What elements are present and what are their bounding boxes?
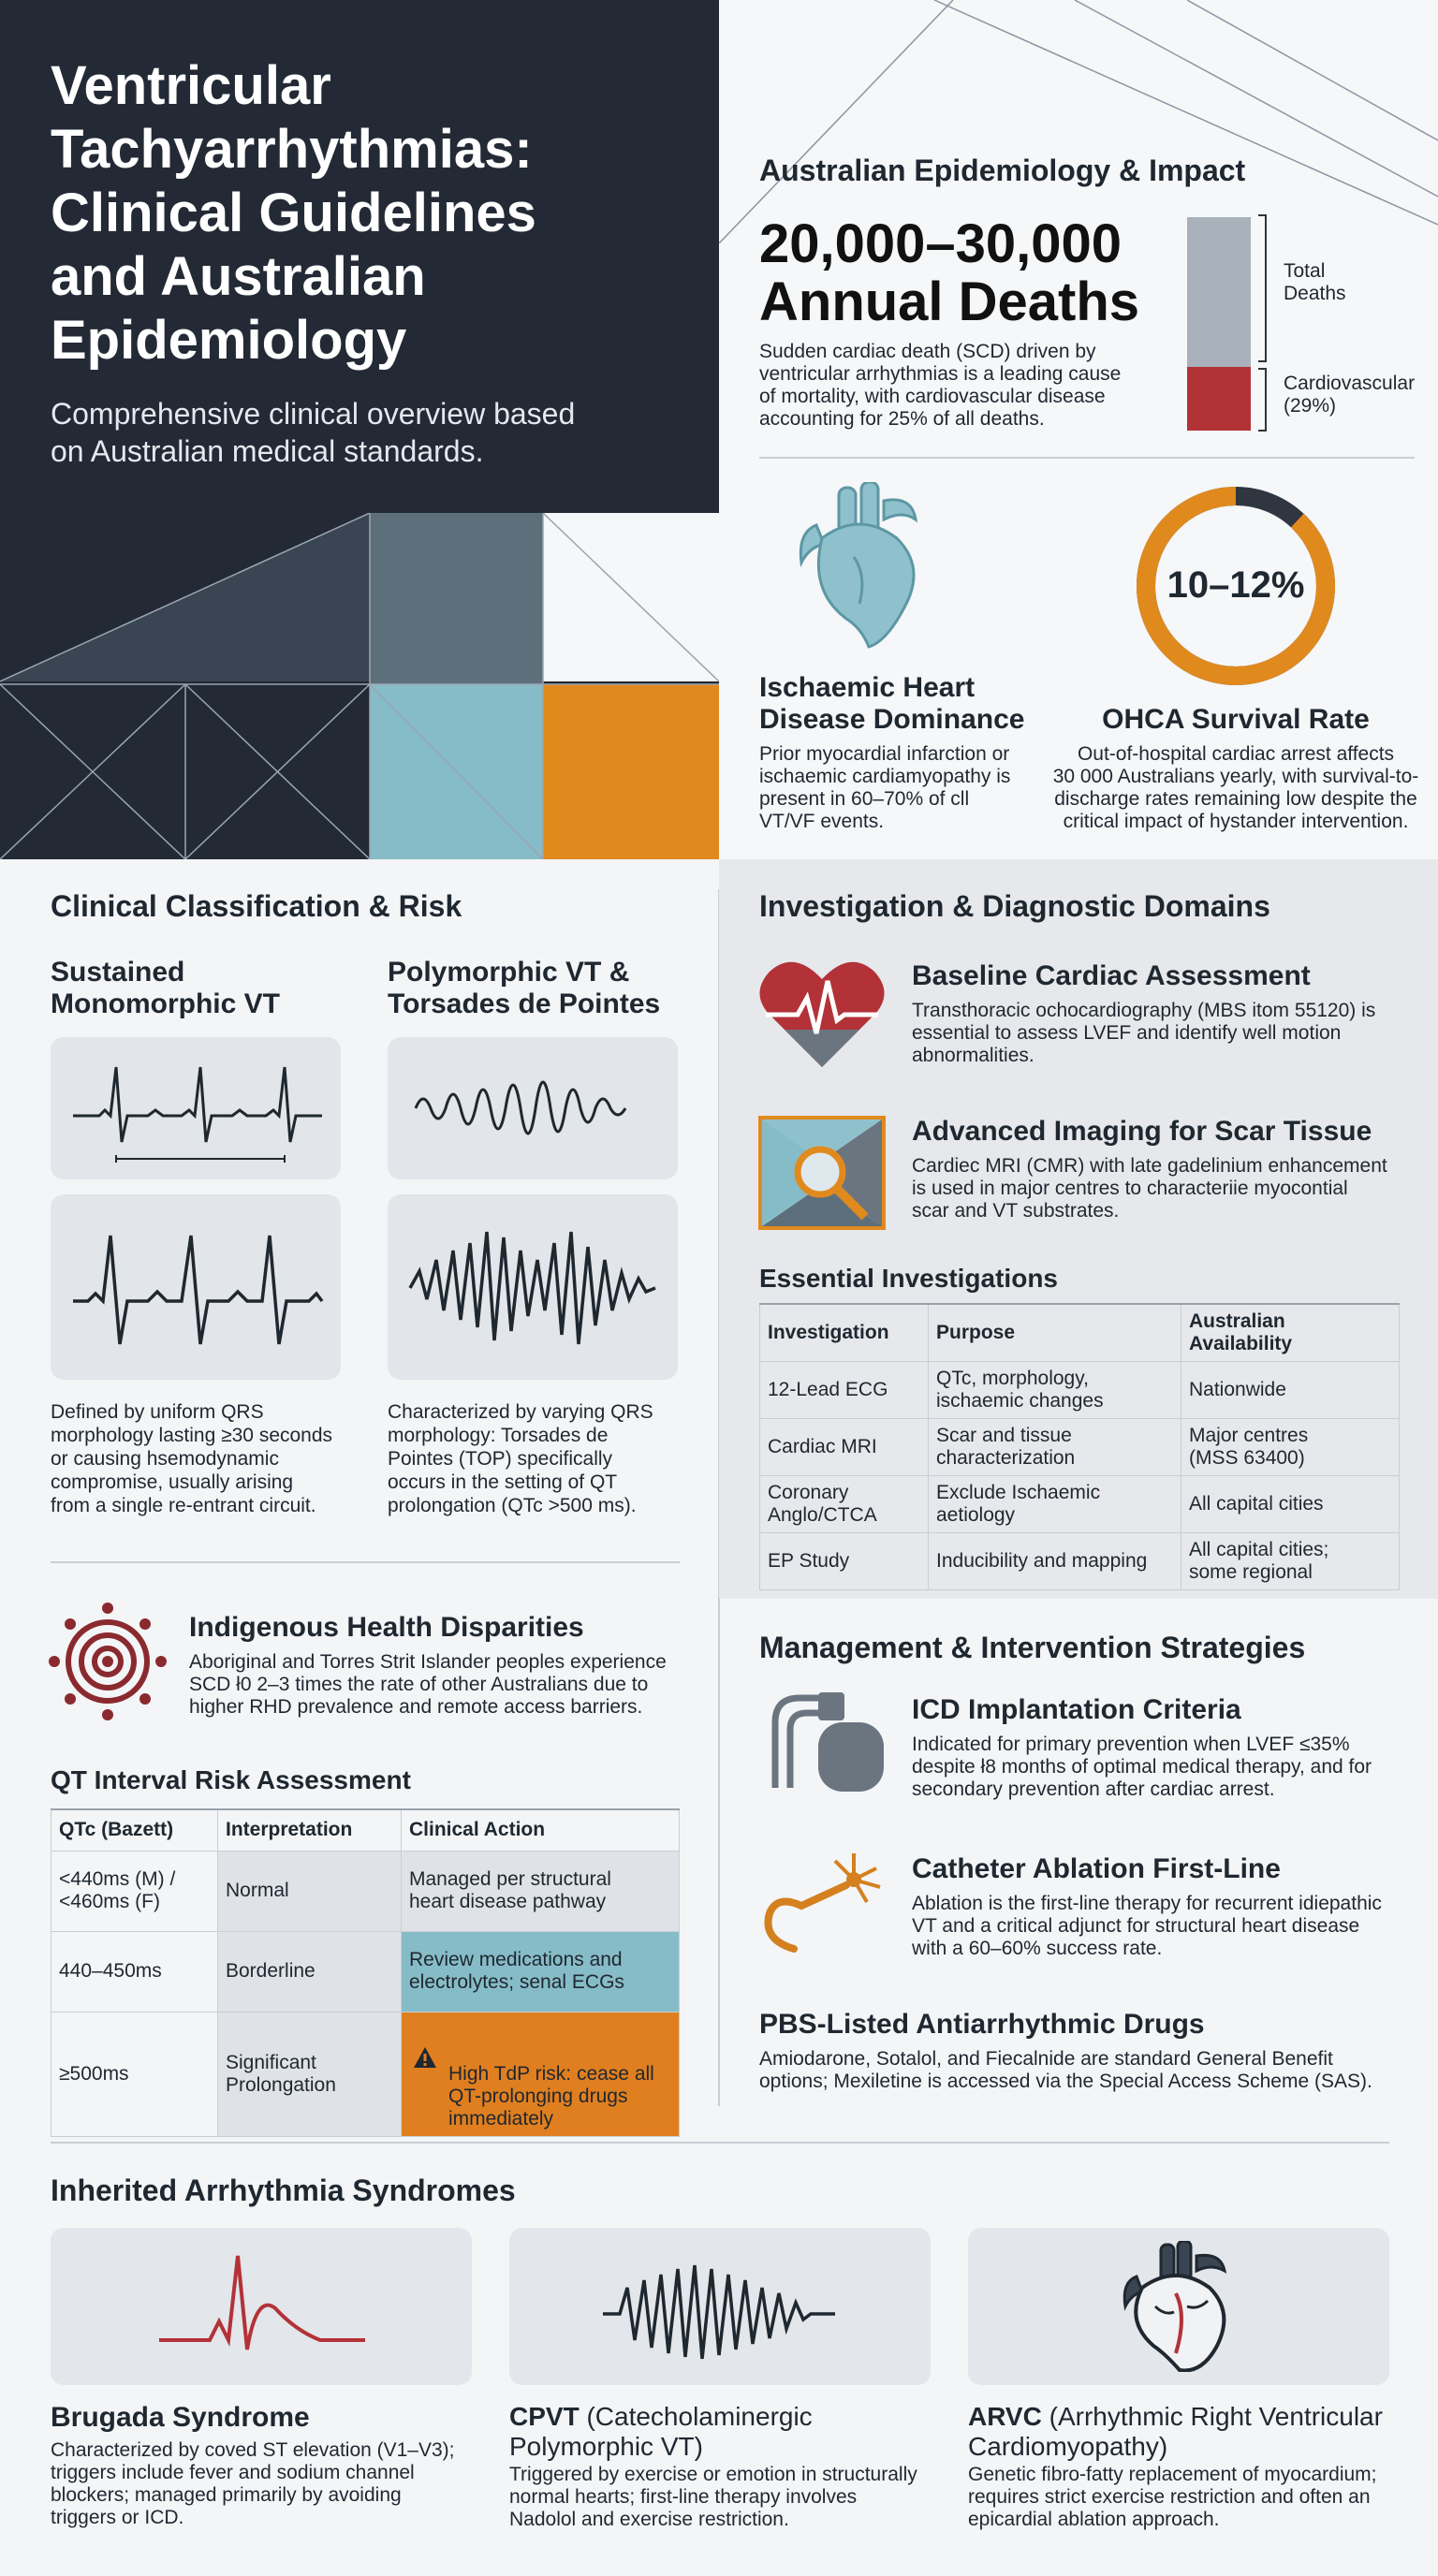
inv-cell: Inducibility and mapping bbox=[929, 1533, 1181, 1590]
qt-cell: Significant Prolongation bbox=[218, 2012, 402, 2136]
divider bbox=[51, 2142, 1389, 2144]
baseline-title: Baseline Cardiac Assessment bbox=[912, 960, 1311, 991]
qt-cell: ≥500ms bbox=[51, 2012, 218, 2136]
ablation-catheter-icon bbox=[756, 1846, 888, 1958]
qt-cell: Managed per structural heart disease pathway bbox=[402, 1851, 680, 1931]
inv-cell: Nationwide bbox=[1181, 1362, 1400, 1419]
scan-magnifier-icon bbox=[756, 1114, 888, 1232]
icd-description: Indicated for primary prevention when LVEF ≤35% despite ł8 months of optimal medical therapy, and for secondary prevention after cardiac arrest. bbox=[912, 1734, 1372, 1800]
divider bbox=[51, 1561, 680, 1563]
donut-value: 10–12% bbox=[1167, 564, 1305, 606]
cpvt-description: Triggered by exercise or emotion in structurally normal hearts; first-line therapy involves Nadolol and exercise restriction. bbox=[509, 2464, 917, 2530]
ischaemic-description: Prior myocardial infarction or ischaemic cardiamyopathy is present in 60–70% of cll VT/VF events. bbox=[759, 743, 1011, 832]
table-row bbox=[51, 1851, 680, 1931]
monomorphic-description: Defined by uniform QRS morphology lasting ≥30 seconds or causing hsemodynamic compromise, usually arising from a single re-entrant circuit. bbox=[51, 1401, 333, 1516]
heart-ecg-icon bbox=[756, 955, 888, 1069]
cpvt-card bbox=[509, 2228, 931, 2385]
pbs-title: PBS-Listed Antiarrhythmic Drugs bbox=[759, 2009, 1205, 2040]
indigenous-description: Aboriginal and Torres Strit Islander peoples experience SCD ł0 2–3 times the rate of other Australians due to higher RHD prevalence and remote access barriers. bbox=[189, 1651, 667, 1718]
heart-anatomy-icon bbox=[794, 482, 925, 651]
target-sun-icon bbox=[47, 1601, 169, 1722]
brugada-description: Characterized by coved ST elevation (V1–V3); triggers include fever and sodium channel blockers; managed primarily by avoiding triggers or ICD. bbox=[51, 2439, 455, 2528]
decorative-lines bbox=[719, 0, 1438, 243]
polymorphic-title: Polymorphic VT & Torsades de Pointes bbox=[388, 957, 661, 1019]
ablation-title: Catheter Ablation First-Line bbox=[912, 1853, 1281, 1884]
inv-cell: All capital cities bbox=[1181, 1476, 1400, 1533]
qt-cell-warning bbox=[402, 2012, 680, 2136]
investigations-heading: Essential Investigations bbox=[759, 1264, 1058, 1293]
annual-deaths-value: 20,000–30,000 Annual Deaths bbox=[759, 213, 1140, 332]
icd-device-icon bbox=[756, 1685, 888, 1797]
monomorphic-ecg-trace-zoom bbox=[51, 1194, 341, 1380]
brugada-card bbox=[51, 2228, 472, 2385]
annual-deaths-description: Sudden cardiac death (SCD) driven by ventricular arrhythmias is a leading cause of mortality, with cardiovascular disease accounting for 25% of all deaths. bbox=[759, 341, 1122, 430]
arvc-title bbox=[968, 2402, 1383, 2462]
investigations-table bbox=[759, 1303, 1400, 1590]
arvc-title-rest: (Arrhythmic Right Ventricular Cardiomyopathy) bbox=[968, 2402, 1383, 2461]
ablation-description: Ablation is the first-line therapy for recurrent idiepathic VT and a critical adjunct for structural heart disease with a 60–60% success rate. bbox=[912, 1893, 1382, 1959]
inv-cell: QTc, morphology, ischaemic changes bbox=[929, 1362, 1181, 1419]
qt-cell: Normal bbox=[218, 1851, 402, 1931]
qt-heading: QT Interval Risk Assessment bbox=[51, 1765, 411, 1794]
torsades-ecg-trace bbox=[388, 1194, 678, 1380]
table-row bbox=[760, 1419, 1400, 1476]
ohca-survival-donut bbox=[1133, 483, 1339, 689]
monomorphic-ecg-trace bbox=[51, 1037, 341, 1179]
monomorphic-title: Sustained Monomorphic VT bbox=[51, 957, 280, 1019]
qt-col-header: Interpretation bbox=[218, 1809, 402, 1851]
epidemiology-heading: Australian Epidemiology & Impact bbox=[759, 154, 1246, 187]
inv-col-header: Purpose bbox=[929, 1304, 1181, 1362]
page-subtitle: Comprehensive clinical overview based on Australian medical standards. bbox=[51, 397, 576, 468]
arvc-title-bold: ARVC bbox=[968, 2402, 1042, 2431]
bar-brackets bbox=[1256, 213, 1279, 434]
cpvt-ecg-trace bbox=[509, 2228, 931, 2385]
warning-icon bbox=[413, 2046, 437, 2069]
ohca-title: OHCA Survival Rate bbox=[1102, 704, 1370, 735]
ischaemic-title: Ischaemic Heart Disease Dominance bbox=[759, 672, 1025, 735]
imaging-description: Cardiec MRI (CMR) with late gadelinium enhancement is used in major centres to characteriie myocontial scar and VT substrates. bbox=[912, 1155, 1387, 1222]
icd-title: ICD Implantation Criteria bbox=[912, 1694, 1241, 1725]
brugada-title bbox=[51, 2402, 310, 2434]
cardiovascular-deaths-bar bbox=[1187, 367, 1251, 431]
total-deaths-label: Total Deaths bbox=[1284, 260, 1346, 304]
inv-cell: All capital cities; some regional bbox=[1181, 1533, 1400, 1590]
baseline-description: Transthoracic ochocardiography (MBS itom 55120) is essential to assess LVEF and identify well motion abnormalities. bbox=[912, 1000, 1376, 1066]
heart-anatomy-dark-icon bbox=[1118, 2241, 1240, 2372]
brugada-title-bold: Brugada Syndrome bbox=[51, 2402, 310, 2433]
inv-cell: 12-Lead ECG bbox=[760, 1362, 929, 1419]
qt-cell: 440–450ms bbox=[51, 1931, 218, 2012]
inv-cell: Exclude Ischaemic aetiology bbox=[929, 1476, 1181, 1533]
cpvt-title-rest: (Catecholaminergic Polymorphic VT) bbox=[509, 2402, 813, 2461]
pbs-description: Amiodarone, Sotalol, and Fiecalnide are standard General Benefit options; Mexiletine is accessed via the Special Access Scheme (SAS). bbox=[759, 2048, 1372, 2092]
monomorphic-ecg-panel-2 bbox=[51, 1194, 341, 1380]
ohca-description: Out-of-hospital cardiac arrest affects 30 000 Australians yearly, with survival-to- discharge rates remaining low despite the critical impact of hystander intervention. bbox=[1052, 743, 1419, 832]
imaging-title: Advanced Imaging for Scar Tissue bbox=[912, 1116, 1372, 1147]
total-deaths-bar bbox=[1187, 217, 1251, 367]
page-title: Ventricular Tachyarrhythmias: Clinical Guidelines and Australian Epidemiology bbox=[51, 55, 536, 371]
qt-cell: <440ms (M) / <460ms (F) bbox=[51, 1851, 218, 1931]
inv-cell: Coronary Anglo/CTCA bbox=[760, 1476, 929, 1533]
qt-cell-text: High TdP risk: cease all QT-prolonging drugs immediately bbox=[448, 2062, 654, 2130]
qt-risk-table bbox=[51, 1808, 680, 2137]
table-row bbox=[51, 1931, 680, 2012]
cpvt-title bbox=[509, 2402, 813, 2462]
table-row bbox=[760, 1362, 1400, 1419]
inv-col-header: Australian Availability bbox=[1181, 1304, 1400, 1362]
cardiovascular-deaths-label: Cardiovascular (29%) bbox=[1284, 373, 1416, 417]
monomorphic-ecg-panel-1 bbox=[51, 1037, 341, 1179]
polymorphic-description: Characterized by varying QRS morphology: Torsades de Pointes (TOP) specifically occurs in the setting of QT prolongation (QTc >500 ms). bbox=[388, 1401, 653, 1516]
brugada-ecg-trace bbox=[51, 2228, 472, 2385]
inv-cell: Major centres (MSS 63400) bbox=[1181, 1419, 1400, 1476]
polymorphic-ecg-trace bbox=[388, 1037, 678, 1179]
table-row bbox=[51, 2012, 680, 2136]
table-row bbox=[760, 1476, 1400, 1533]
qt-col-header: Clinical Action bbox=[402, 1809, 680, 1851]
inv-cell: EP Study bbox=[760, 1533, 929, 1590]
cpvt-title-bold: CPVT bbox=[509, 2402, 580, 2431]
inv-cell: Cardiac MRI bbox=[760, 1419, 929, 1476]
qt-cell: Review medications and electrolytes; senal ECGs bbox=[402, 1931, 680, 2012]
inv-col-header: Investigation bbox=[760, 1304, 929, 1362]
polymorphic-ecg-panel-2 bbox=[388, 1194, 678, 1380]
indigenous-title: Indigenous Health Disparities bbox=[189, 1612, 584, 1643]
inv-cell: Scar and tissue characterization bbox=[929, 1419, 1181, 1476]
divider bbox=[759, 457, 1415, 459]
diagnostics-heading: Investigation & Diagnostic Domains bbox=[759, 889, 1270, 923]
classification-heading: Clinical Classification & Risk bbox=[51, 889, 462, 923]
arvc-card bbox=[968, 2228, 1389, 2385]
qt-col-header: QTc (Bazett) bbox=[51, 1809, 218, 1851]
table-row bbox=[760, 1533, 1400, 1590]
geometric-decoration bbox=[0, 513, 719, 859]
polymorphic-ecg-panel-1 bbox=[388, 1037, 678, 1179]
arvc-description: Genetic fibro-fatty replacement of myocardium; requires strict exercise restriction and often an epicardial ablation approach. bbox=[968, 2464, 1377, 2530]
management-heading: Management & Intervention Strategies bbox=[759, 1631, 1306, 1664]
inherited-heading: Inherited Arrhythmia Syndromes bbox=[51, 2174, 516, 2207]
qt-cell: Borderline bbox=[218, 1931, 402, 2012]
